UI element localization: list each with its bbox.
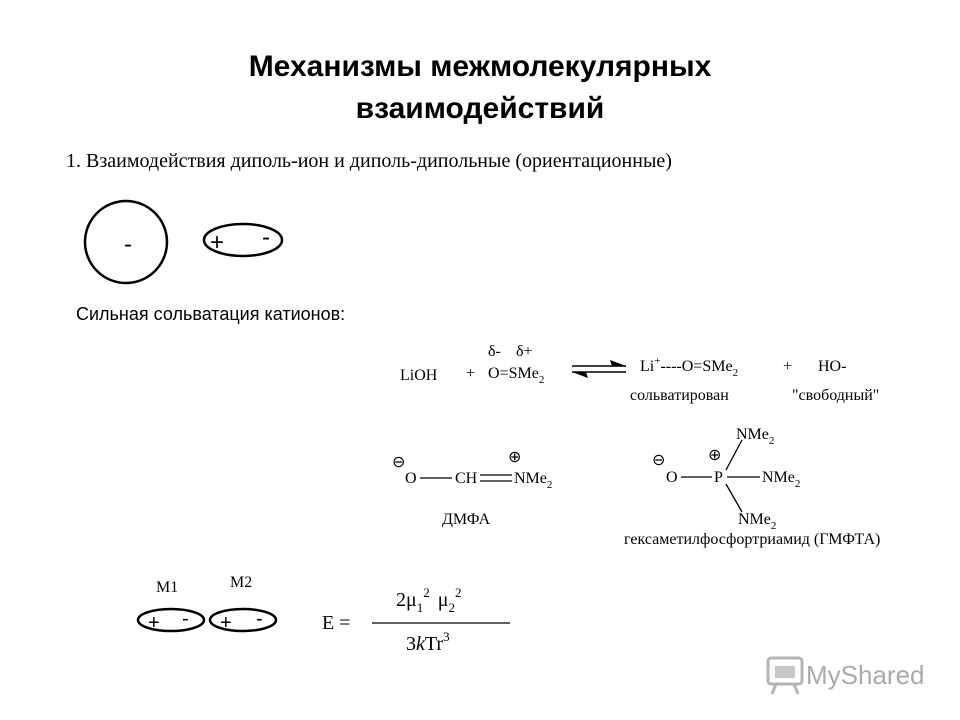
den-t: Tr <box>424 633 444 655</box>
dipole-m1-minus: - <box>182 608 189 630</box>
label-solvated: сольватирован <box>630 387 729 404</box>
dipole-plus: + <box>210 229 225 256</box>
watermark <box>768 658 925 694</box>
dmso-formula <box>488 365 544 386</box>
hmpta-nme2-top <box>736 426 774 447</box>
label-m2: M2 <box>230 574 253 591</box>
hmpta-name: гексаметилфосфортриамид (ГМФТА) <box>624 531 881 548</box>
free-hydroxide: HO- <box>818 358 847 375</box>
forward-arrow-head <box>610 360 626 366</box>
dmfa-oxygen: O <box>405 470 417 487</box>
label-m1: M1 <box>156 579 179 596</box>
num-sub2: 2 <box>448 600 455 615</box>
dmfa-ch: CH <box>455 470 478 487</box>
partial-positive: δ+ <box>516 343 533 360</box>
product-li-charge: + <box>654 355 661 367</box>
dmfa-negative-charge: ⊖ <box>392 454 406 471</box>
partial-negative: δ- <box>488 343 501 360</box>
den-k: k <box>416 633 425 655</box>
solvation-reaction <box>400 343 879 404</box>
energy-formula <box>322 585 510 655</box>
num-sub1: 1 <box>416 600 424 615</box>
label-free: "свободный" <box>792 387 880 404</box>
dmfa-structure <box>392 449 552 528</box>
dipole-minus: - <box>262 224 270 251</box>
hmpta-nme2-bottom <box>738 511 776 532</box>
hmpta-p-n-bond-bottom <box>726 484 742 512</box>
reverse-arrow-head <box>572 372 588 378</box>
formula-numerator <box>396 585 461 615</box>
hmpta-phosphorus: P <box>714 469 723 486</box>
section-heading: 1. Взаимодействия диполь-ион и диполь-дипольные (ориентационные) <box>66 150 672 172</box>
product-rest: ----O=SMe <box>660 358 733 375</box>
hmpta-nme-top-sub: 2 <box>768 435 775 447</box>
cation-solvation-label: Сильная сольватация катионов: <box>76 304 346 324</box>
anion-charge: - <box>124 231 132 258</box>
title-line-1: Механизмы межмолекулярных <box>248 50 712 83</box>
den-sup: 3 <box>443 629 450 644</box>
hmpta-nme-top: NMe <box>736 426 769 443</box>
hmpta-positive-charge: ⊕ <box>708 447 722 464</box>
product-li: Li <box>640 358 655 375</box>
den-coef: 3 <box>406 633 416 655</box>
product-subscript: 2 <box>732 367 739 379</box>
title-line-2: взаимодействий <box>355 92 605 125</box>
presentation-board-icon <box>768 658 802 694</box>
dmfa-nme: NMe <box>514 470 547 487</box>
hmpta-oxygen: O <box>666 469 678 486</box>
dipole-pair <box>138 574 276 634</box>
formula-lhs: E = <box>322 612 351 634</box>
solvated-product <box>640 355 738 379</box>
dmfa-nme-sub: 2 <box>546 479 553 491</box>
dipole-m2-plus: + <box>220 612 232 634</box>
dmfa-positive-charge: ⊕ <box>508 449 522 466</box>
hmpta-nme2-right <box>762 469 800 490</box>
hmpta-p-n-bond-top <box>726 440 742 470</box>
hmpta-structure <box>624 426 880 548</box>
dipole-m2-minus: - <box>256 608 263 630</box>
hmpta-negative-charge: ⊖ <box>652 452 666 469</box>
dmfa-nme2 <box>514 470 552 491</box>
reactant-lioh: LiOH <box>400 367 438 384</box>
ion-dipole-figure <box>85 201 282 283</box>
watermark-text: MyShared <box>806 660 925 690</box>
num-sup1: 2 <box>423 585 430 600</box>
num-coef: 2μ <box>396 589 417 611</box>
hmpta-nme-bottom-sub: 2 <box>770 520 777 532</box>
dipole-m1-plus: + <box>148 612 160 634</box>
num-sup2: 2 <box>454 585 462 600</box>
dmfa-name: ДМФА <box>442 511 491 528</box>
hmpta-nme-right: NMe <box>762 469 795 486</box>
dmso-prefix: O=SMe <box>488 365 539 382</box>
hmpta-nme-bottom: NMe <box>738 511 771 528</box>
reaction-plus-1: + <box>466 365 476 382</box>
formula-denominator <box>406 629 450 655</box>
num-mu2: μ <box>437 589 449 611</box>
hmpta-nme-right-sub: 2 <box>794 478 801 490</box>
dmso-subscript: 2 <box>538 374 545 386</box>
reaction-plus-2: + <box>783 358 793 375</box>
